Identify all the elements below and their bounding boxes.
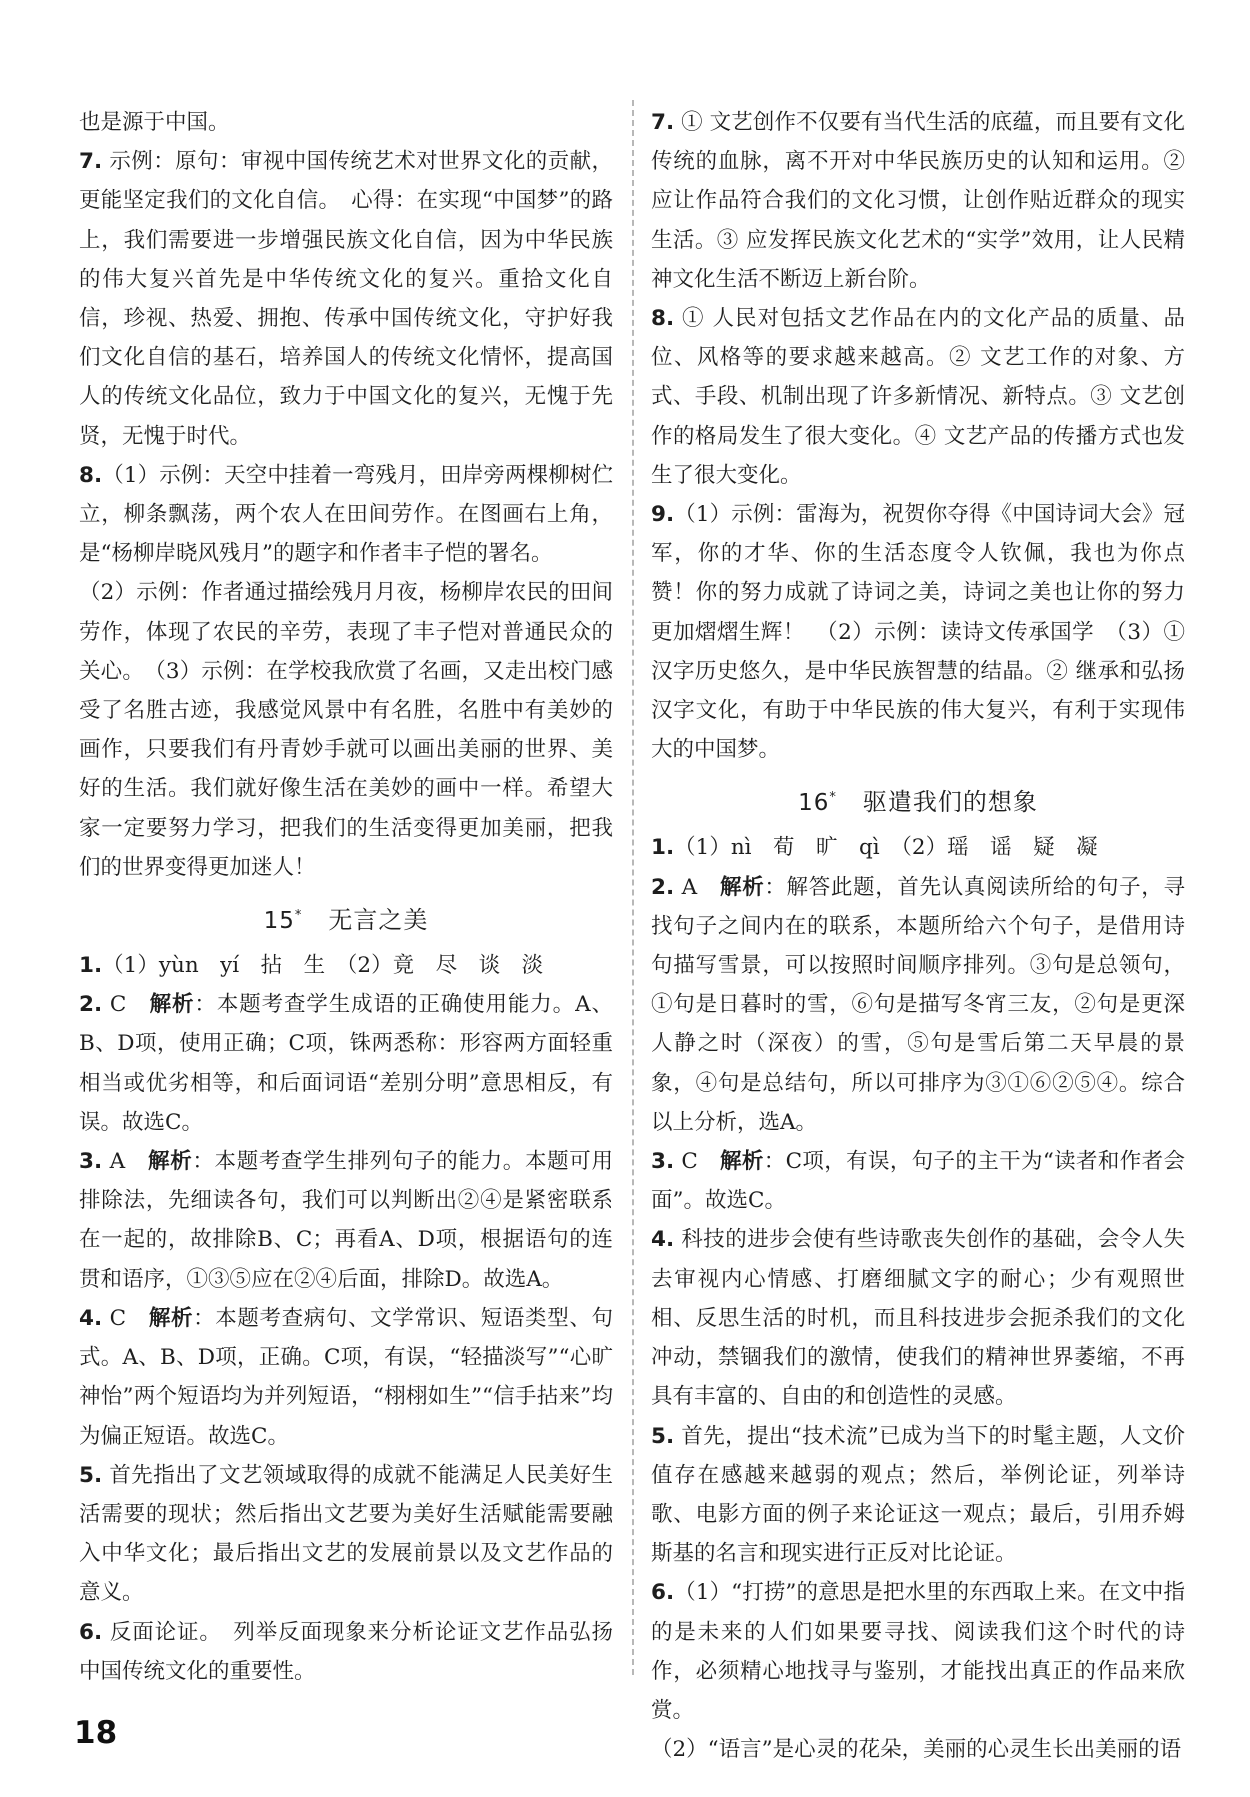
answer-1: 1.（1）nì 荀 旷 qì （2）瑶 谣 疑 凝 <box>651 835 1098 861</box>
answer-8-part2: （2）示例：作者通过描绘残月月夜，杨柳岸农民的田间劳作，体现了农民的辛劳，表现了丰子恺对普通民众的关心。 （3）示例：在学校我欣赏了名画，又走出校门感受了名胜古迹，我感觉风景中有名胜，名胜中有美妙的画作，只要我们有丹青妙手就可以画出美丽的世界、美好的生活。我们就好像生活在美妙的画中一样。希望大家一定要努力学习，把我们的生活变得更加美丽，把我们的世界变得更加迷人！ <box>79 580 613 880</box>
paragraph-continuation: 也是源于中国。 <box>79 110 230 135</box>
star-mark: * <box>829 790 837 806</box>
answer-8: 8. ① 人民对包括文艺作品在内的文化产品的质量、品位、风格等的要求越来越高。② 文艺工作的对象、方式、手段、机制出现了许多新情况、新特点。③ 文艺创作的格局发生了很大变化。④ 文艺产品的传播方式也发生了很大变化。 <box>651 306 1185 488</box>
question-number: 3. <box>79 1149 103 1175</box>
section-number: 15 <box>263 908 295 935</box>
answer-5: 5. 首先指出了文艺领域取得的成就不能满足人民美好生活需要的现状；然后指出文艺要为美好生活赋能需要融入中华文化；最后指出文艺的发展前景以及文艺作品的意义。 <box>79 1462 613 1606</box>
answer-2: 2. A 解析：解答此题，首先认真阅读所给的句子，寻找句子之间内在的联系，本题所给六个句子，是借用诗句描写雪景，可以按照时间顺序排列。③句是总领句，①句是日暮时的雪，⑥句是描写冬宵三友，②句是更深人静之时（深夜）的雪，⑤句是雪后第二天早晨的景象，④句是总结句，所以可排序为③①⑥②⑤④。综合以上分析，选A。 <box>651 874 1185 1135</box>
analysis-label: 解析 <box>148 1305 194 1331</box>
section-title: 无言之美 <box>328 906 429 935</box>
answer-choice: C <box>109 992 127 1018</box>
question-number: 5. <box>79 1462 103 1488</box>
question-number: 3. <box>651 1149 675 1175</box>
section-heading-15 <box>79 899 613 938</box>
question-number: 2. <box>651 874 675 900</box>
analysis-label: 解析 <box>149 992 195 1018</box>
answer-choice: C <box>681 1149 698 1175</box>
answer-4: 4. C 解析：本题考查病句、文学常识、短语类型、句式。A、B、D项，正确。C项，有误，“轻描淡写”“心旷神怡”两个短语均为并列短语，“栩栩如生”“信手拈来”均为偏正短语。故选C。 <box>79 1305 613 1449</box>
answer-2: 2. C 解析：本题考查学生成语的正确使用能力。A、B、D项，使用正确；C项，铢两悉称：形容两方面轻重相当或优劣相等，和后面词语“差别分明”意思相反，有误。故选C。 <box>79 992 613 1135</box>
answer-1: 1.（1）yùn yí 拈 生 （2）竟 尽 谈 淡 <box>79 953 544 979</box>
question-number: 1. <box>651 835 675 861</box>
analysis-label: 解析 <box>720 1149 764 1175</box>
left-column <box>79 103 613 1691</box>
question-number: 4. <box>79 1305 103 1331</box>
question-number: 6. <box>79 1619 103 1645</box>
analysis-label: 解析 <box>720 874 765 900</box>
question-number: 6. <box>651 1580 675 1606</box>
section-number: 16 <box>798 790 830 817</box>
answer-3: 3. A 解析：本题考查学生排列句子的能力。本题可用排除法，先细读各句，我们可以判断出②④是紧密联系在一起的，故排除B、C；再看A、D项，根据语句的连贯和语序，①③⑤应在②④后面，排除D。故选A。 <box>79 1149 613 1292</box>
question-number: 8. <box>79 462 103 488</box>
answer-4: 4. 科技的进步会使有些诗歌丧失创作的基础，会令人失去审视内心情感、打磨细腻文字的耐心；少有观照世相、反思生活的时机，而且科技进步会扼杀我们的文化冲动，禁锢我们的激情，使我们的精神世界萎缩，不再具有丰富的、自由的和创造性的灵感。 <box>651 1227 1185 1410</box>
analysis-label: 解析 <box>148 1149 193 1175</box>
answer-7: 7. ① 文艺创作不仅要有当代生活的底蕴，而且要有文化传统的血脉，离不开对中华民族历史的认知和运用。② 应让作品符合我们的文化习惯，让创作贴近群众的现实生活。③ 应发挥民族文化艺术的“实学”效用，让人民精神文化生活不断迈上新台阶。 <box>651 110 1185 292</box>
answer-9: 9.（1）示例：雷海为，祝贺你夺得《中国诗词大会》冠军，你的才华、你的生活态度令人钦佩，我也为你点赞！你的努力成就了诗词之美，诗词之美也让你的努力更加熠熠生辉！ （2）示例：读诗文传承国学 （3）① 汉字历史悠久，是中华民族智慧的结晶。② 继承和弘扬汉字文化，有助于中华民族的伟大复兴，有利于实现伟大的中国梦。 <box>651 502 1185 763</box>
question-number: 7. <box>651 110 675 135</box>
section-title: 驱遣我们的想象 <box>862 788 1038 817</box>
question-number: 1. <box>79 953 103 979</box>
question-number: 8. <box>651 306 675 332</box>
answer-6: 6.（1）“打捞”的意思是把水里的东西取上来。在文中指的是未来的人们如果要寻找、阅读我们这个时代的诗作，必须精心地找寻与鉴别，才能找出真正的作品来欣赏。 <box>651 1580 1185 1723</box>
answer-6: 6. 反面论证。 列举反面现象来分析论证文艺作品弘扬中国传统文化的重要性。 <box>79 1619 613 1684</box>
question-number: 7. <box>79 149 103 175</box>
column-divider <box>632 100 634 1675</box>
right-column <box>651 103 1185 1769</box>
answer-choice: C <box>109 1305 127 1331</box>
star-mark: * <box>294 908 303 924</box>
answer-5: 5. 首先，提出“技术流”已成为当下的时髦主题，人文价值存在感越来越弱的观点；然后，举例论证，列举诗歌、电影方面的例子来论证这一观点；最后，引用乔姆斯基的名言和现实进行正反对比论证。 <box>651 1423 1185 1567</box>
answer-8: 8.（1）示例：天空中挂着一弯残月，田岸旁两棵柳树伫立，柳条飘荡，两个农人在田间劳作。在图画右上角，是“杨柳岸晓风残月”的题字和作者丰子恺的署名。 <box>79 462 613 567</box>
answer-choice: A <box>681 874 698 900</box>
section-heading-16 <box>651 781 1185 820</box>
question-number: 9. <box>651 502 675 528</box>
answer-7: 7. 示例：原句：审视中国传统艺术对世界文化的贡献，更能坚定我们的文化自信。 心得：在实现“中国梦”的路上，我们需要进一步增强民族文化自信，因为中华民族的伟大复兴首先是中华传统文化的复兴。重拾文化自信，珍视、热爱、拥抱、传承中国传统文化，守护好我们文化自信的基石，培养国人的传统文化情怀，提高国人的传统文化品位，致力于中国文化的复兴，无愧于先贤，无愧于时代。 <box>79 149 613 449</box>
answer-6-part2: （2）“语言”是心灵的花朵，美丽的心灵生长出美丽的语 <box>651 1737 1182 1763</box>
answer-3: 3. C 解析：C项，有误，句子的主干为“读者和作者会面”。故选C。 <box>651 1149 1185 1214</box>
answer-choice: A <box>109 1149 126 1175</box>
question-number: 5. <box>651 1423 675 1449</box>
question-number: 4. <box>651 1227 675 1253</box>
question-number: 2. <box>79 992 103 1018</box>
page-number: 18 <box>74 1715 118 1751</box>
